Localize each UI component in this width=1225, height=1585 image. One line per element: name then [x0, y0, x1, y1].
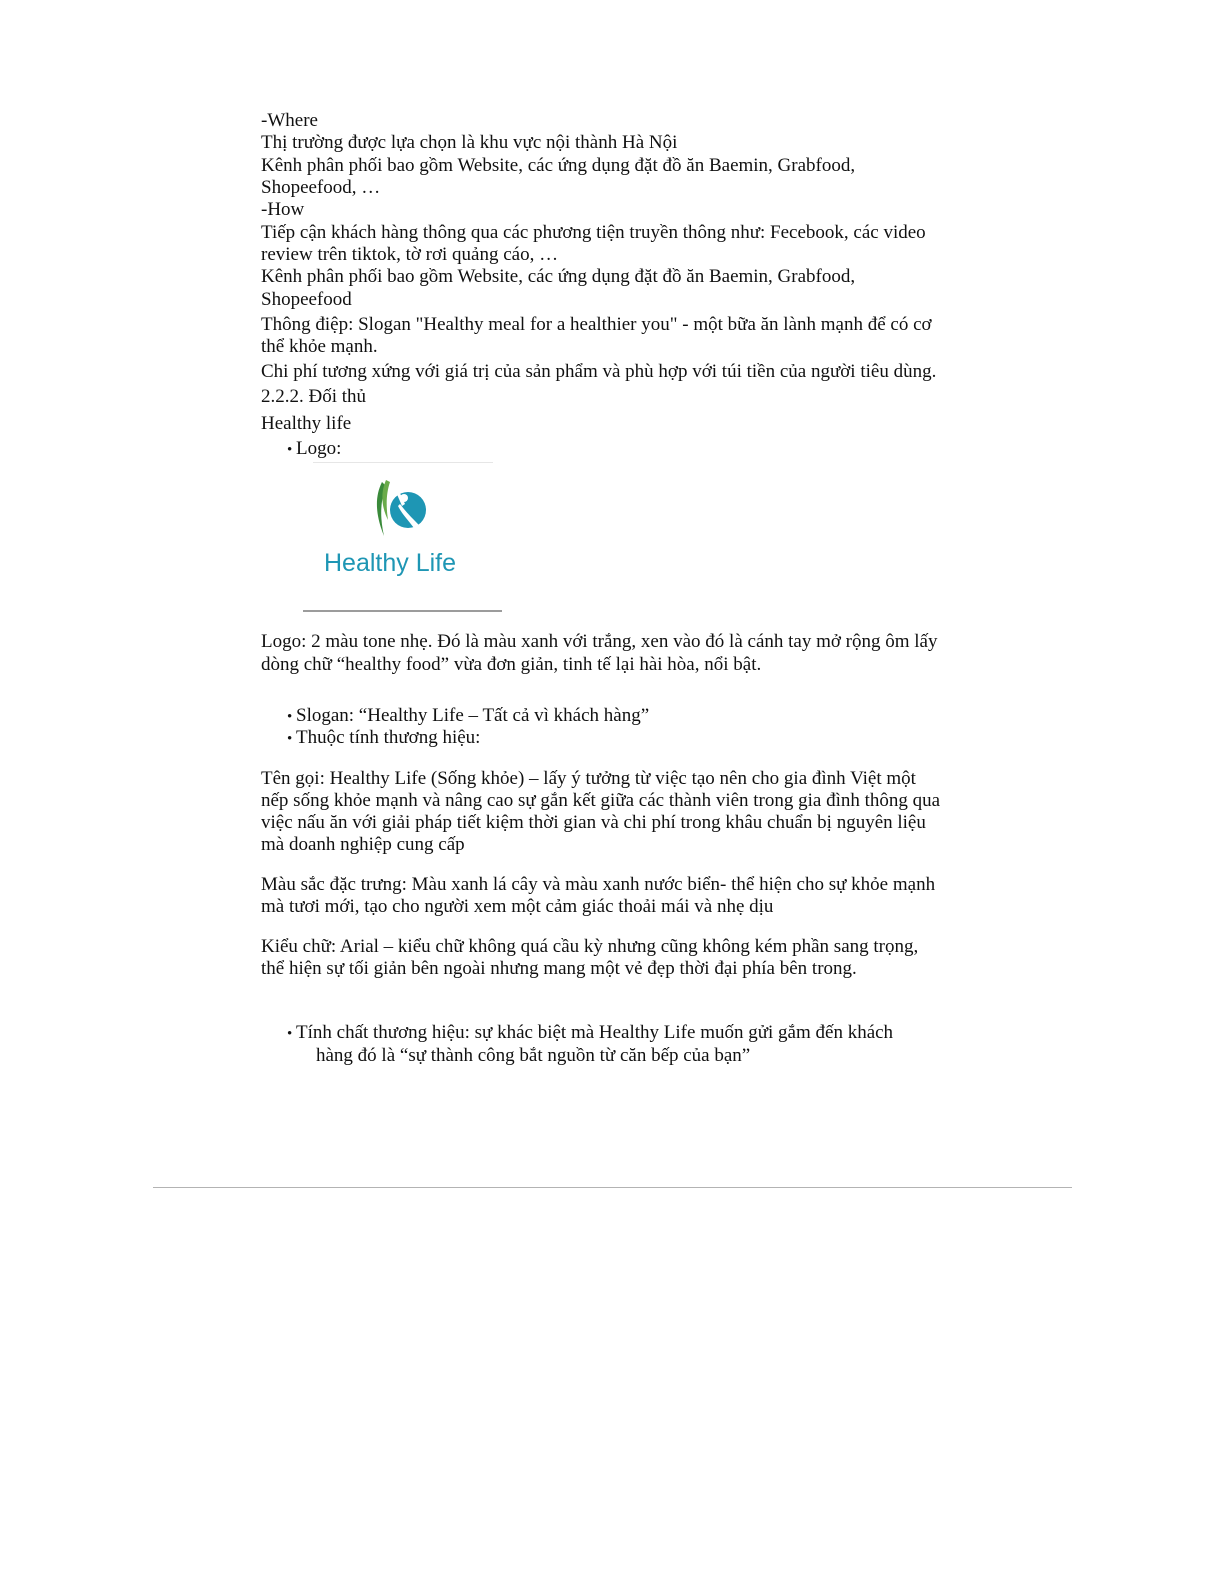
brand-name-4: mà doanh nghiệp cung cấp — [261, 834, 465, 855]
brand-colors-1: Màu sắc đặc trưng: Màu xanh lá cây và màu xanh nước biển- thể hiện cho sự khỏe mạnh — [261, 874, 936, 895]
leaf-figure-icon — [372, 476, 428, 540]
bullet-brand-character-text: Tính chất thương hiệu: sự khác biệt mà Healthy Life muốn gửi gắm đến khách — [296, 1022, 894, 1043]
bullet-dot: • — [287, 731, 293, 747]
bullet-logo — [287, 438, 341, 461]
brand-font-1: Kiểu chữ: Arial – kiểu chữ không quá cầu kỳ nhưng cũng không kém phần sang trọng, — [261, 936, 919, 957]
text-where: -Where — [261, 110, 318, 131]
competitor-name: Healthy life — [261, 413, 352, 434]
text-channels-1b: Shopeefood, … — [261, 177, 381, 198]
brand-character-2: hàng đó là “sự thành công bắt nguồn từ căn bếp của bạn” — [316, 1045, 751, 1066]
text-channels-1: Kênh phân phối bao gồm Website, các ứng dụng đặt đồ ăn Baemin, Grabfood, — [261, 155, 856, 176]
brand-name-2: nếp sống khỏe mạnh và nâng cao sự gắn kết giữa các thành viên trong gia đình thông qua — [261, 790, 941, 811]
text-channels-2: Kênh phân phối bao gồm Website, các ứng dụng đặt đồ ăn Baemin, Grabfood, — [261, 266, 856, 287]
bullet-slogan — [287, 705, 649, 728]
brand-name-1: Tên gọi: Healthy Life (Sống khỏe) – lấy ý tưởng từ việc tạo nên cho gia đình Việt một — [261, 768, 916, 789]
bullet-slogan-text: Slogan: “Healthy Life – Tất cả vì khách hàng” — [296, 705, 650, 726]
text-cost: Chi phí tương xứng với giá trị của sản phẩm và phù hợp với túi tiền của người tiêu dùng. — [261, 361, 937, 382]
brand-name-3: việc nấu ăn với giải pháp tiết kiệm thời gian và chi phí trong khâu chuẩn bị nguyên liệu — [261, 812, 926, 833]
logo-top-border — [313, 462, 493, 463]
logo-desc-2: dòng chữ “healthy food” vừa đơn giản, tinh tế lại hài hòa, nổi bật. — [261, 654, 762, 675]
text-how: -How — [261, 199, 305, 220]
logo-bottom-border — [303, 610, 502, 612]
bullet-brand-attributes — [287, 727, 480, 750]
logo-desc-1: Logo: 2 màu tone nhẹ. Đó là màu xanh với trắng, xen vào đó là cánh tay mở rộng ôm lấy — [261, 631, 938, 652]
text-channels-2b: Shopeefood — [261, 289, 352, 310]
bullet-brand-character — [287, 1022, 893, 1045]
brand-colors-2: mà tươi mới, tạo cho người xem một cảm giác thoải mái và nhẹ dịu — [261, 896, 774, 917]
page-divider — [153, 1187, 1072, 1188]
text-market: Thị trường được lựa chọn là khu vực nội thành Hà Nội — [261, 132, 678, 153]
bullet-dot: • — [287, 709, 293, 725]
bullet-logo-label: Logo: — [296, 438, 342, 459]
text-reach-1: Tiếp cận khách hàng thông qua các phương tiện truyền thông như: Fecebook, các video — [261, 222, 926, 243]
bullet-brand-attributes-text: Thuộc tính thương hiệu: — [296, 727, 481, 748]
text-reach-2: review trên tiktok, tờ rơi quảng cáo, … — [261, 244, 559, 265]
text-message-2: thể khỏe mạnh. — [261, 336, 378, 357]
bullet-dot: • — [287, 442, 293, 458]
section-heading-competitor: 2.2.2. Đối thủ — [261, 386, 367, 407]
text-message-1: Thông điệp: Slogan "Healthy meal for a healthier you" - một bữa ăn lành mạnh để có cơ — [261, 314, 932, 335]
bullet-dot: • — [287, 1026, 293, 1042]
logo-wordmark: Healthy Life — [324, 549, 457, 577]
brand-font-2: thể hiện sự tối giản bên ngoài nhưng mang một vẻ đẹp thời đại phía bên trong. — [261, 958, 857, 979]
